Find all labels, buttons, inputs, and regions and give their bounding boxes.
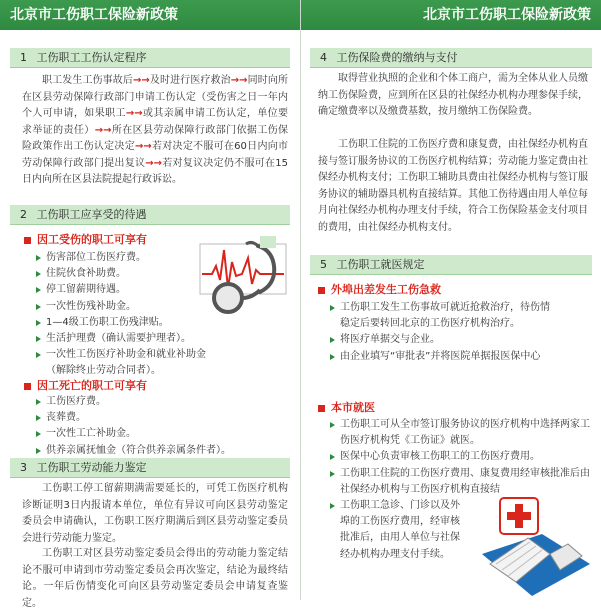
list-item: 工伤医疗费。 bbox=[34, 394, 284, 410]
section-1-number: 1 bbox=[20, 51, 27, 64]
section-4-header bbox=[310, 48, 592, 68]
list-item: 住院伙食补助费。 bbox=[34, 266, 284, 282]
red-square-icon bbox=[24, 383, 31, 390]
header-right-title: 北京市工伤职工保险新政策 bbox=[301, 0, 601, 30]
arrow-icon: →→ bbox=[125, 108, 143, 119]
section-2-subhead-death bbox=[24, 378, 147, 394]
s2-sub2-label: 因工死亡的职工可享有 bbox=[37, 379, 147, 392]
section-1-header bbox=[10, 48, 290, 68]
s4-text-b: 工伤职工辅助具费由社保经办机构与签订服务协议的辅助器具机构直接结算。其他工伤待遇由用人单位每月向社保经办机构办理支付手续，符合工伤保险基金支付项目的费用，由社保经办机构支付。 bbox=[318, 172, 588, 233]
list-item: 停工留薪期待遇。 bbox=[34, 282, 284, 298]
list-item: 生活护理费（确认需要护理者）。 bbox=[34, 331, 284, 347]
list-item-continuation: （解除终止劳动合同者）。 bbox=[46, 365, 161, 377]
red-square-icon bbox=[318, 287, 325, 294]
arrow-icon: →→ bbox=[94, 124, 112, 136]
section-5-number: 5 bbox=[320, 258, 327, 271]
s2-death-list bbox=[34, 394, 284, 459]
list-item: 一次性伤残补助金。 bbox=[34, 299, 284, 315]
s1-text-e: 所在区县劳动保障行政部门依据工伤保险政策作出工伤认定决定 bbox=[22, 124, 289, 152]
heartbeat-stethoscope-illustration bbox=[198, 236, 288, 316]
arrow-icon: →→ bbox=[145, 157, 163, 169]
s1-text-a: 职工发生工伤事故后 bbox=[42, 75, 134, 86]
s1-text-b: 及时进行医疗救治 bbox=[149, 75, 231, 86]
list-item-continuation: 稳定后要转回北京的工伤医疗机构治疗。 bbox=[340, 318, 520, 330]
bandaged-limb-first-aid-illustration bbox=[472, 494, 592, 598]
section-5-header bbox=[310, 255, 592, 275]
s1-text-c: 同时向所在区县劳动保障行政部门申请工伤认定（受伤害之日一年内个人可申请，如果职工 bbox=[22, 75, 289, 119]
section-4-number: 4 bbox=[320, 51, 327, 64]
list-item: 医保中心负责审核工伤职工的工伤医疗费用。 bbox=[328, 449, 590, 465]
section-2-title: 工伤职工应享受的待遇 bbox=[36, 208, 147, 221]
s5-sub2-label: 本市就医 bbox=[331, 401, 375, 414]
list-item: 工伤职工可从全市签订服务协议的医疗机构中选择两家工伤医疗机构凭《工伤证》就医。 bbox=[328, 417, 590, 449]
column-divider bbox=[300, 0, 301, 600]
section-4-title: 工伤保险费的缴纳与支付 bbox=[336, 51, 458, 64]
red-square-icon bbox=[318, 405, 325, 412]
section-2-header bbox=[10, 205, 290, 225]
section-5-subhead-outside bbox=[318, 282, 441, 298]
section-3-paragraph-2: 工伤职工对区县劳动鉴定委员会得出的劳动能力鉴定结论不服可申请到市劳动鉴定委员会再次鉴定，结论为最终结论。一年后伤情变化可向区县劳动鉴定委员会申请复查鉴定。 bbox=[22, 548, 288, 609]
list-item: 工伤职工发生工伤事故可就近抢救治疗，待伤情 bbox=[328, 300, 590, 316]
arrow-icon: →→ bbox=[133, 75, 150, 86]
s1-text-g: 若对复议决定仍不服可在15日内向所在区县法院提起行政诉讼。 bbox=[22, 157, 288, 185]
red-square-icon bbox=[24, 237, 31, 244]
section-3-title: 工伤职工劳动能力鉴定 bbox=[36, 461, 147, 474]
list-item: 由企业填写“审批表”并将医院单据报医保中心 bbox=[328, 349, 590, 365]
section-5-title: 工伤职工就医规定 bbox=[336, 258, 425, 271]
section-2-number: 2 bbox=[20, 208, 27, 221]
section-3-header bbox=[10, 458, 290, 478]
list-item: 丧葬费。 bbox=[34, 410, 284, 426]
s1-text-d: 或其亲属申请工伤认定，单位要求举证的责任） bbox=[22, 108, 289, 136]
list-item: 一次性工亡补助金。 bbox=[34, 426, 284, 442]
section-3-paragraph-1: 工伤职工停工留薪期满需要延长的，可凭工伤医疗机构诊断证明3日内报请本单位，单位有异议可向区县劳动鉴定委员会申请确认，工伤职工医疗期满后到区县劳动鉴定委员会进行劳动能力鉴定。 bbox=[22, 483, 288, 544]
section-5-subhead-local bbox=[318, 400, 375, 416]
arrow-icon: →→ bbox=[230, 75, 248, 86]
arrow-icon: →→ bbox=[134, 141, 152, 152]
list-item: 一次性工伤医疗补助金和就业补助金 bbox=[34, 347, 284, 363]
list-item: 工伤职工住院的工伤医疗费用、康复费用经审核批准后由社保经办机构与工伤医疗机构直接结 bbox=[328, 466, 590, 498]
header-left-title: 北京市工伤职工保险新政策 bbox=[0, 0, 300, 30]
list-item: 伤害部位工伤医疗费。 bbox=[34, 250, 284, 266]
list-item: 工伤职工急诊、门诊以及外埠的工伤医疗费用，经审核批准后，由用人单位与社保经办机构办理支付手续。 bbox=[328, 498, 468, 563]
section-1-title: 工伤职工工伤认定程序 bbox=[36, 51, 147, 64]
section-4-paragraph-2 bbox=[318, 137, 588, 236]
section-4-paragraph-1: 取得营业执照的企业和个体工商户，需为全体从业人员缴纳工伤保险费，应到所在区县的社保经办机构办理参保手续，确定缴费率以及缴费基数，按月缴纳工伤保险费。 bbox=[318, 73, 588, 117]
s2-sub1-label: 因工受伤的职工可享有 bbox=[37, 233, 147, 246]
s1-text-f: 若对决定不服可在60日内向市劳动保障行政部门提出复议 bbox=[22, 141, 288, 169]
section-3-number: 3 bbox=[20, 461, 27, 474]
section-2-subhead-injury bbox=[24, 232, 147, 248]
section-1-paragraph bbox=[22, 73, 288, 189]
s5-outside-list bbox=[328, 300, 590, 365]
list-item: 1—4级工伤职工伤残津贴。 bbox=[34, 315, 284, 331]
list-item: 供养亲属抚恤金（符合供养亲属条件者）。 bbox=[34, 443, 284, 459]
s5-sub1-label: 外埠出差发生工伤急救 bbox=[331, 283, 441, 296]
list-item: 将医疗单据交与企业。 bbox=[328, 332, 590, 348]
s4-text-a: 工伤职工住院的工伤医疗费和康复费，由社保经办机构直接与签订服务协议的工伤医疗机构结算；劳动能力鉴定费由社保经办机构支付； bbox=[318, 139, 588, 183]
